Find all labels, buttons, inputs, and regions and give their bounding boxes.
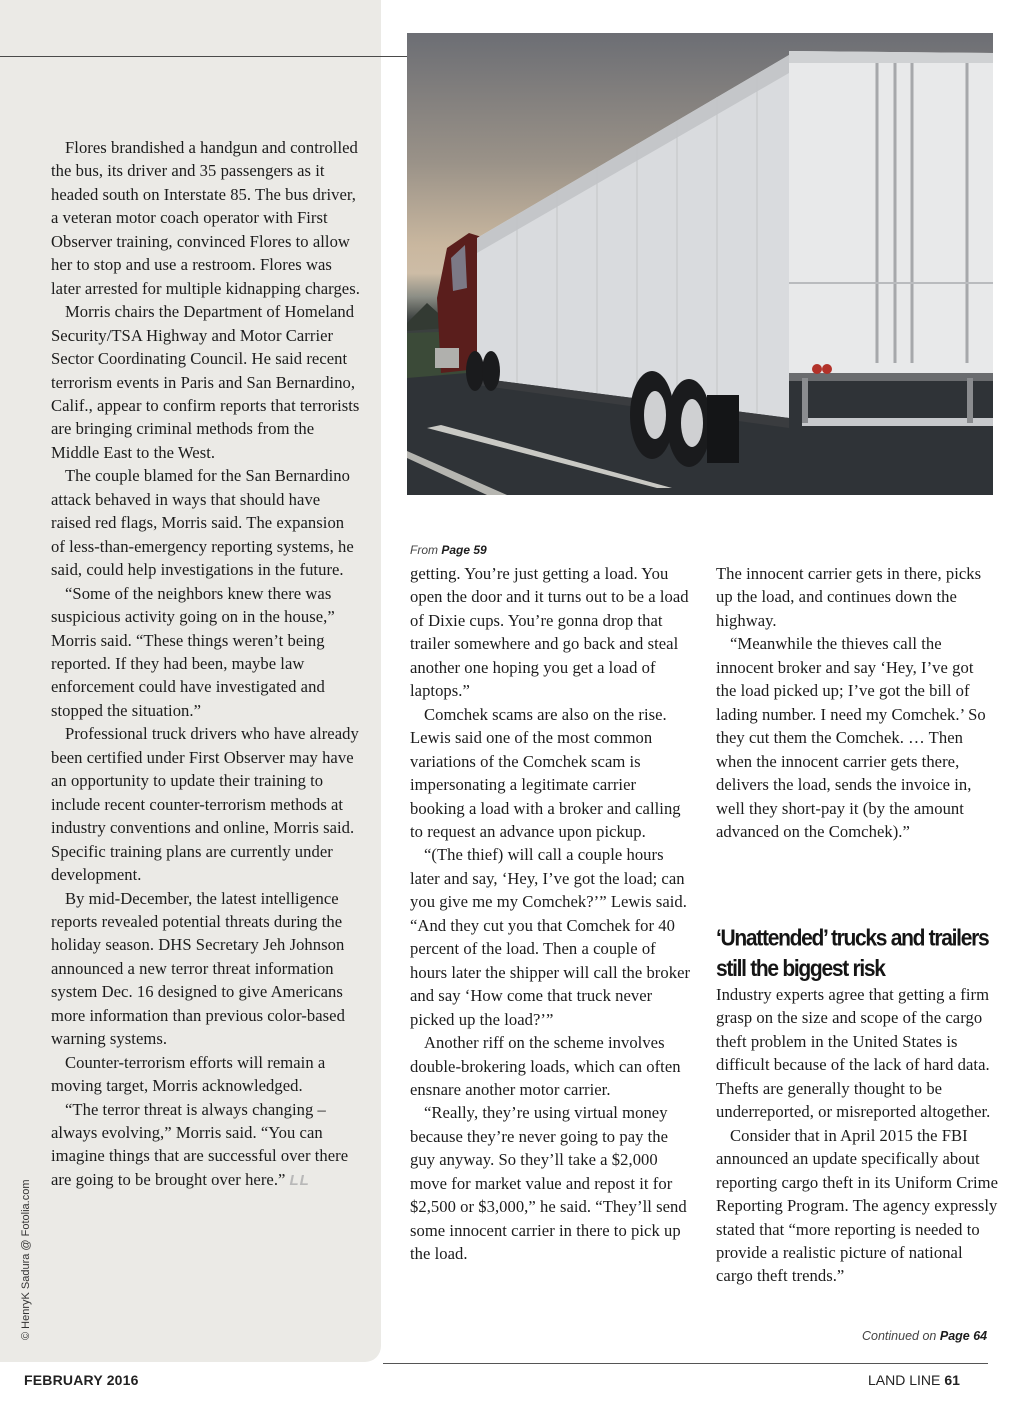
continued-prefix: Continued on: [862, 1329, 937, 1343]
paragraph: “(The thief) will call a couple hours later and say, ‘Hey, I’ve got the load; can you give me my Comchek?’” Lewis said. “And they cut you that Comchek for 40 percent of the load. Then a couple of hours later the shipper will call the broker and say ‘How come that truck never picked up the load?’”: [410, 845, 691, 1029]
paragraph: Consider that in April 2015 the FBI announced an update specifically about reporting cargo theft in its Uniform Crime Reporting Program. The agency expressly stated that “more reporting is needed to provide a realistic picture of national cargo theft trends.”: [716, 1125, 998, 1286]
section-heading: ‘Unattended’ trucks and trailers still the biggest risk: [716, 926, 989, 982]
top-rule: [0, 56, 408, 57]
paragraph: Industry experts agree that getting a firm grasp on the size and scope of the cargo theft problem in the United States is difficult because of the lack of hard data. Thefts are generally thought to be underreported, or misreported altogether.: [716, 985, 991, 1122]
paragraph: Comchek scams are also on the rise. Lewis said one of the most common variations of the Comchek scam is impersonating a legitimate carrier booking a load with a broker and calling to request an advance upon pickup.: [410, 704, 681, 841]
continued-page-link[interactable]: Page 64: [939, 1329, 988, 1343]
paragraph: Morris chairs the Department of Homeland Security/TSA Highway and Motor Carrier Sector Coordinating Council. He said recent terrorism events in Paris and San Bernardino, Calif., appear to confirm reports that terrorists are bringing criminal methods from the Middle East to the West.: [51, 302, 360, 462]
paragraph: Professional truck drivers who have already been certified under First Observer may have an opportunity to update their training to include recent counter-terrorism methods at industry conventions and online, Morris said. Specific training plans are currently under development.: [51, 724, 359, 885]
paragraph: Another riff on the scheme involves double-brokering loads, which can often ensnare another motor carrier.: [410, 1033, 681, 1099]
column-1: [51, 136, 361, 1192]
paragraph: Counter-terrorism efforts will remain a moving target, Morris acknowledged.: [51, 1052, 326, 1096]
column-3: [716, 562, 998, 843]
footer-rule: [383, 1363, 988, 1364]
from-prefix: From: [410, 543, 438, 557]
column-3-section: [716, 983, 998, 1288]
paragraph: Flores brandished a handgun and controlled the bus, its driver and 35 passengers as it headed south on Interstate 85. The bus driver, a veteran motor coach operator with First Observer training, convinced Flores to allow her to stop and use a restroom. Flores was later arrested for multiple kidnapping charges.: [51, 138, 360, 298]
paragraph: “Some of the neighbors knew there was suspicious activity going on in the house,” Morris said. “These things weren’t being reported. If they had been, maybe law enforcement could have investigated and stopped the situation.”: [51, 583, 335, 720]
paragraph: By mid-December, the latest intelligence reports revealed potential threats during the holiday season. DHS Secretary Jeh Johnson announced a new terror threat information system Dec. 16 designed to give Americans more information than previous color-based warning systems.: [51, 888, 345, 1049]
footer-folio: [868, 1372, 960, 1388]
continued-label: [862, 1329, 987, 1343]
paragraph-text: “The terror threat is always changing – always evolving,” Morris said. “You can imagine things that are successful over there are going to be brought over here.”: [51, 1099, 349, 1189]
paragraph: “Meanwhile the thieves call the innocent broker and say ‘Hey, I’ve got the load picked up; I’ve got the bill of lading number. I need my Comchek.’ So they cut them the Comchek. … Then when the innocent carrier gets there, delivers the load, sends the invoice in, well they short-pay it (by the amount advanced on the Comchek).”: [716, 634, 986, 841]
column-2: [410, 562, 692, 1266]
end-mark: LL: [289, 1171, 310, 1189]
paragraph: getting. You’re just getting a load. You open the door and it turns out to be a load of Dixie cups. You’re gonna drop that trailer somewhere and go back and steal another one hoping you get a load of laptops.”: [410, 564, 689, 701]
magazine-name: LAND LINE: [868, 1372, 941, 1388]
from-page-label: [410, 543, 487, 557]
paragraph-final: [51, 1098, 361, 1193]
photo-credit: © HenryK Sadura @ Fotolia.com: [20, 1179, 32, 1340]
page-number: 61: [944, 1372, 960, 1388]
paragraph: The innocent carrier gets in there, picks up the load, and continues down the highway.: [716, 564, 982, 630]
truck-photo: [407, 33, 993, 495]
truck-trailer-image: [407, 33, 993, 495]
paragraph: The couple blamed for the San Bernardino attack behaved in ways that should have raised red flags, Morris said. The expansion of less-than-emergency reporting systems, he said, could help investigations in the future.: [51, 466, 354, 580]
paragraph: “Really, they’re using virtual money because they’re never going to pay the guy anyway. So they’ll take a $2,000 move for market value and repost it for $2,500 or $3,000,” he said. “They’ll send some innocent carrier in there to pick up the load.: [410, 1103, 687, 1264]
from-page-link[interactable]: Page 59: [441, 543, 487, 557]
footer-issue-date: FEBRUARY 2016: [24, 1372, 139, 1388]
